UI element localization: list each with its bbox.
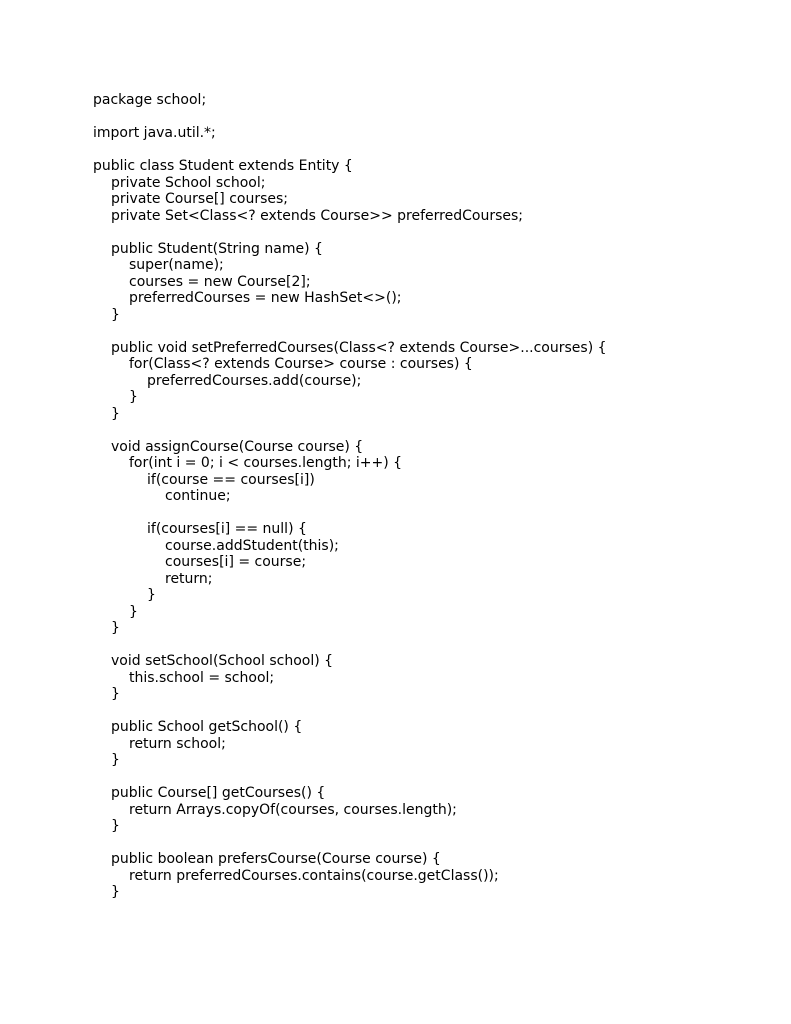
- code-line-blank: [93, 422, 773, 439]
- code-line: return preferredCourses.contains(course.getClass());: [129, 867, 499, 884]
- code-line-closing-brace: }: [111, 686, 120, 702]
- code-line-method-get-courses: public Course[] getCourses() {: [111, 785, 326, 801]
- code-line: this.school = school;: [129, 669, 275, 686]
- code-line-field-courses: private Course[] courses;: [111, 191, 289, 207]
- code-line-closing-brace: }: [111, 306, 120, 323]
- code-line: return school;: [129, 735, 226, 752]
- code-line: super(name);: [129, 257, 224, 273]
- code-line: if(course == courses[i]): [147, 471, 315, 488]
- code-line: courses[i] = course;: [165, 554, 307, 570]
- code-line-method-set-preferred-courses: public void setPreferredCourses(Class<? extends Course>...courses) {: [111, 339, 607, 356]
- code-line-closing-brace: }: [147, 587, 156, 603]
- code-line-blank: [93, 323, 773, 340]
- code-line-blank: [93, 142, 773, 159]
- code-line-field-preferred-courses: private Set<Class<? extends Course>> preferredCourses;: [111, 207, 523, 224]
- code-line-blank: [93, 703, 773, 720]
- code-line-field-school: private School school;: [111, 174, 266, 191]
- code-line-closing-brace: }: [111, 818, 120, 834]
- code-line-closing-brace: }: [129, 603, 138, 620]
- code-line-method-set-school: void setSchool(School school) {: [111, 653, 334, 669]
- code-line-constructor: public Student(String name) {: [111, 240, 323, 257]
- code-line-class-declaration: public class Student extends Entity {: [93, 158, 353, 174]
- code-line-blank: [93, 109, 773, 126]
- code-line: course.addStudent(this);: [165, 537, 339, 554]
- code-line-method-get-school: public School getSchool() {: [111, 719, 303, 735]
- code-line: return;: [165, 570, 213, 587]
- code-line-closing-brace: }: [111, 884, 120, 900]
- code-line: preferredCourses.add(course);: [147, 372, 362, 389]
- code-line-blank: [93, 637, 773, 654]
- code-line: preferredCourses = new HashSet<>();: [129, 290, 402, 306]
- code-line-package: package school;: [93, 92, 207, 108]
- code-line-method-prefers-course: public boolean prefersCourse(Course course) {: [111, 851, 441, 867]
- code-line-blank: [93, 505, 773, 522]
- code-line: for(int i = 0; i < courses.length; i++) {: [129, 455, 403, 471]
- code-line-closing-brace: }: [111, 752, 120, 768]
- code-line: continue;: [165, 488, 231, 504]
- code-line-blank: [93, 224, 773, 241]
- code-line-import: import java.util.*;: [93, 125, 216, 141]
- code-line: return Arrays.copyOf(courses, courses.length);: [129, 801, 457, 818]
- code-line-blank: [93, 835, 773, 852]
- code-listing: [93, 92, 773, 901]
- code-line: if(courses[i] == null) {: [147, 521, 307, 537]
- code-line: for(Class<? extends Course> course : courses) {: [129, 356, 473, 372]
- code-line-closing-brace: }: [111, 405, 120, 422]
- code-line-closing-brace: }: [111, 620, 120, 636]
- code-line: courses = new Course[2];: [129, 273, 311, 290]
- code-line-method-assign-course: void assignCourse(Course course) {: [111, 438, 364, 455]
- code-line-blank: [93, 769, 773, 786]
- code-line-closing-brace: }: [129, 389, 138, 405]
